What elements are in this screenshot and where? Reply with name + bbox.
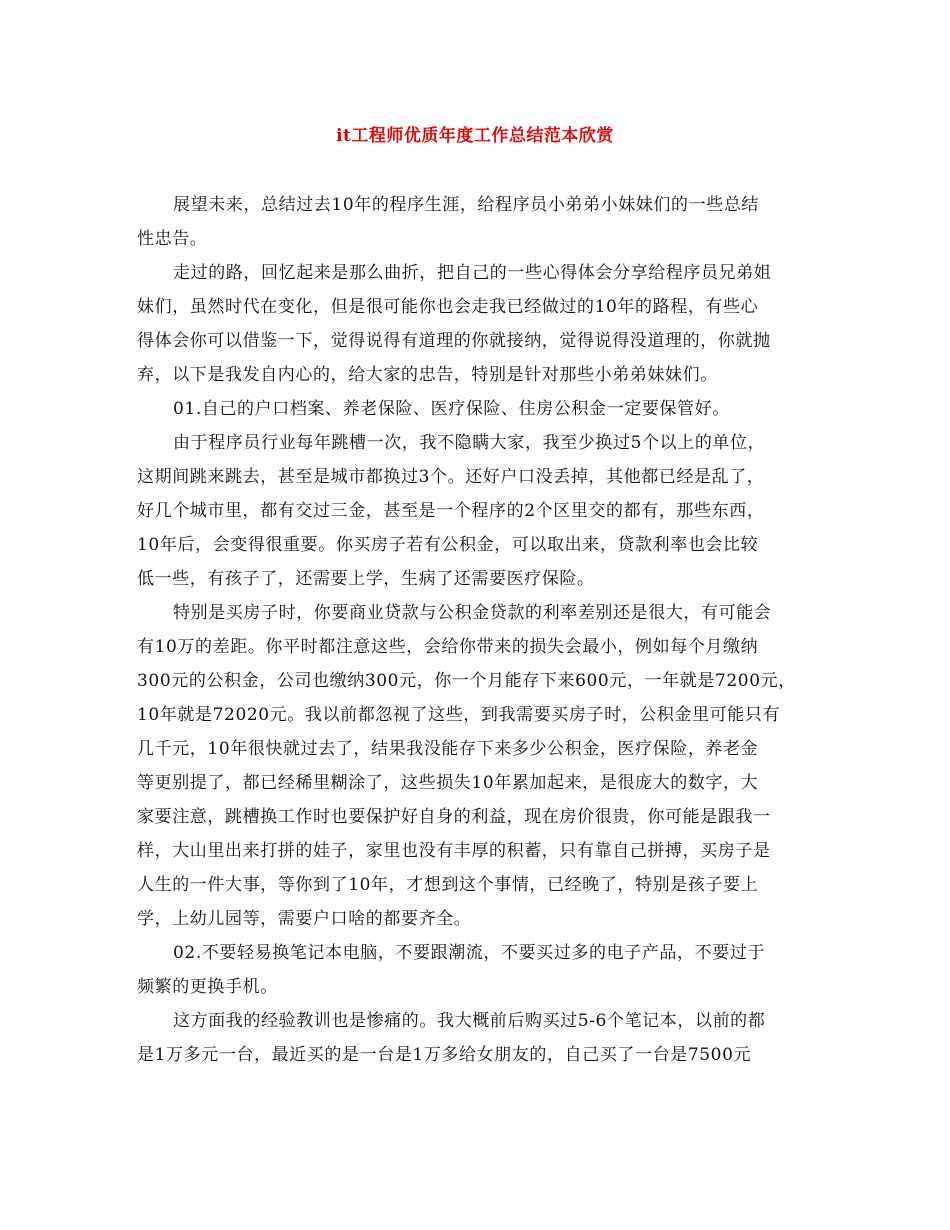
text-line: 性忠告。 xyxy=(137,229,208,249)
paragraph-1 xyxy=(137,188,813,256)
text-line: 走过的路，回忆起来是那么曲折，把自己的一些心得体会分享给程序员兄弟姐 xyxy=(173,263,772,283)
text-line: 这期间跳来跳去，甚至是城市都换过3个。还好户口没丢掉，其他都已经是乱了， xyxy=(137,467,765,487)
text-line: 等更别提了，都已经稀里糊涂了，这些损失10年累加起来，是很庞大的数字，大 xyxy=(137,773,759,793)
text-line: 是1万多元一台，最近买的是一台是1万多给女朋友的，自己买了一台是7500元 xyxy=(137,1045,752,1065)
text-line: 展望未来，总结过去10年的程序生涯，给程序员小弟弟小妹妹们的一些总结 xyxy=(173,195,760,215)
text-line: 特别是买房子时，你要商业贷款与公积金贷款的利率差别还是很大，有可能会 xyxy=(173,603,772,623)
text-line: 得体会你可以借鉴一下，觉得说得有道理的你就接纳，觉得说得没道理的，你就抛 xyxy=(137,331,771,351)
text-line: 频繁的更换手机。 xyxy=(137,977,278,997)
text-line: 妹们，虽然时代在变化，但是很可能你也会走我已经做过的10年的路程，有些心 xyxy=(137,297,759,317)
text-line: 家要注意，跳槽换工作时也要保护好自身的利益，现在房价很贵，你可能是跟我一 xyxy=(137,807,771,827)
paragraph-7 xyxy=(137,1004,813,1072)
text-line: 10年就是72020元。我以前都忽视了这些，到我需要买房子时，公积金里可能只有 xyxy=(137,705,781,725)
text-line: 10年后，会变得很重要。你买房子若有公积金，可以取出来，贷款利率也会比较 xyxy=(137,535,759,555)
text-line: 人生的一件大事，等你到了10年，才想到这个事情，已经晚了，特别是孩子要上 xyxy=(137,875,759,895)
document-body xyxy=(137,188,813,1072)
text-line: 02.不要轻易换笔记本电脑，不要跟潮流，不要买过多的电子产品，不要过于 xyxy=(173,943,766,963)
text-line: 低一些，有孩子了，还需要上学，生病了还需要医疗保险。 xyxy=(137,569,595,589)
text-line: 这方面我的经验教训也是惨痛的。我大概前后购买过5-6个笔记本，以前的都 xyxy=(173,1011,766,1031)
text-line: 弃，以下是我发自内心的，给大家的忠告，特别是针对那些小弟弟妹妹们。 xyxy=(137,365,718,385)
text-line: 由于程序员行业每年跳槽一次，我不隐瞒大家，我至少换过5个以上的单位， xyxy=(173,433,766,453)
text-line: 有10万的差距。你平时都注意这些，会给你带来的损失会最小，例如每个月缴纳 xyxy=(137,637,759,657)
paragraph-5 xyxy=(137,596,813,936)
text-line: 300元的公积金，公司也缴纳300元，你一个月能存下来600元，一年就是7200元， xyxy=(137,671,796,691)
paragraph-3 xyxy=(137,392,813,426)
paragraph-2 xyxy=(137,256,813,392)
paragraph-4 xyxy=(137,426,813,596)
text-line: 好几个城市里，都有交过三金，甚至是一个程序的2个区里交的都有，那些东西， xyxy=(137,501,765,521)
document-title: it工程师优质年度工作总结范本欣赏 xyxy=(336,126,614,146)
text-line: 01.自己的户口档案、养老保险、医疗保险、住房公积金一定要保管好。 xyxy=(173,399,730,419)
text-line: 样，大山里出来打拼的娃子，家里也没有丰厚的积蓄，只有靠自己拼搏，买房子是 xyxy=(137,841,771,861)
paragraph-6 xyxy=(137,936,813,1004)
text-line: 几千元，10年很快就过去了，结果我没能存下来多少公积金，医疗保险，养老金 xyxy=(137,739,759,759)
text-line: 学，上幼儿园等，需要户口啥的都要齐全。 xyxy=(137,909,472,929)
